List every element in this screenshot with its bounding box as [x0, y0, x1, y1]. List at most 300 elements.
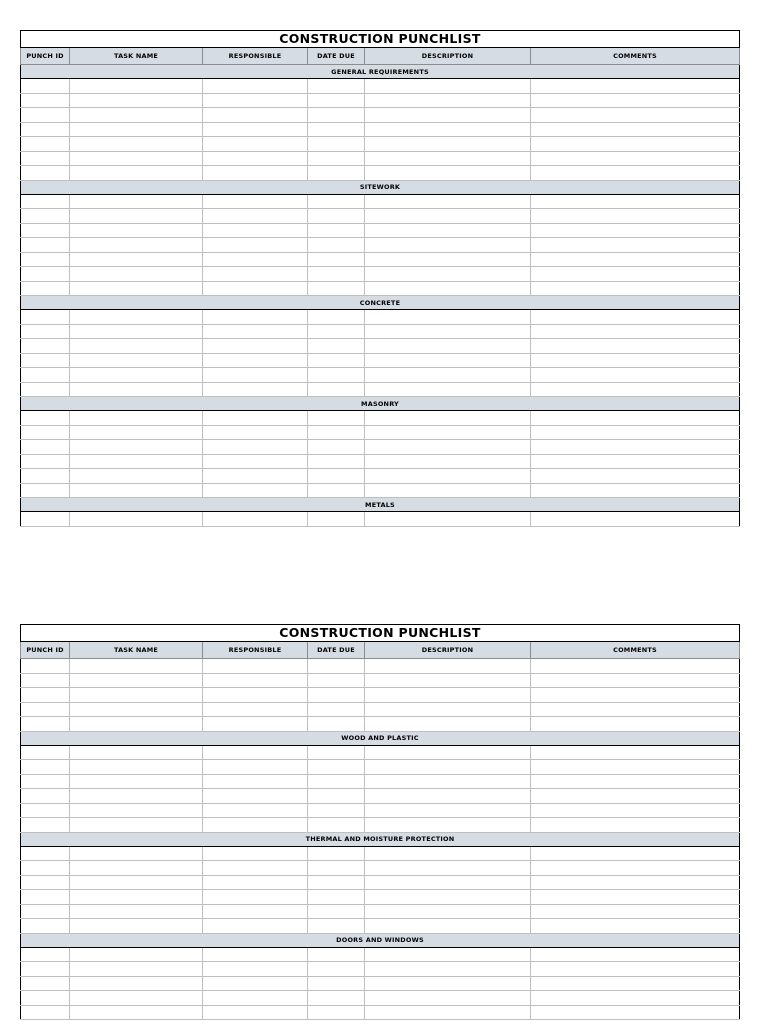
table-cell[interactable]	[531, 151, 740, 166]
table-cell[interactable]	[21, 717, 70, 732]
table-cell[interactable]	[203, 1005, 308, 1020]
table-cell[interactable]	[308, 122, 365, 137]
table-cell[interactable]	[70, 454, 203, 469]
table-cell[interactable]	[70, 659, 203, 674]
table-cell[interactable]	[531, 875, 740, 890]
table-cell[interactable]	[70, 440, 203, 455]
table-cell[interactable]	[21, 659, 70, 674]
table-cell[interactable]	[70, 368, 203, 383]
table-cell[interactable]	[21, 846, 70, 861]
table-cell[interactable]	[365, 919, 531, 934]
table-cell[interactable]	[365, 223, 531, 238]
table-cell[interactable]	[21, 789, 70, 804]
table-cell[interactable]	[308, 861, 365, 876]
table-cell[interactable]	[531, 368, 740, 383]
table-cell[interactable]	[21, 238, 70, 253]
table-cell[interactable]	[21, 890, 70, 905]
table-cell[interactable]	[203, 137, 308, 152]
table-cell[interactable]	[70, 745, 203, 760]
table-cell[interactable]	[70, 353, 203, 368]
table-cell[interactable]	[203, 382, 308, 397]
table-cell[interactable]	[531, 93, 740, 108]
table-cell[interactable]	[365, 238, 531, 253]
table-cell[interactable]	[21, 512, 70, 527]
table-cell[interactable]	[203, 717, 308, 732]
table-cell[interactable]	[308, 223, 365, 238]
table-cell[interactable]	[70, 93, 203, 108]
column-header: TASK NAME	[70, 48, 203, 65]
table-cell[interactable]	[531, 252, 740, 267]
table-cell[interactable]	[531, 976, 740, 991]
table-cell[interactable]	[21, 252, 70, 267]
table-cell[interactable]	[531, 223, 740, 238]
table-cell[interactable]	[308, 454, 365, 469]
table-cell[interactable]	[308, 339, 365, 354]
table-cell[interactable]	[308, 440, 365, 455]
table-cell[interactable]	[70, 1005, 203, 1020]
table-cell[interactable]	[531, 919, 740, 934]
table-cell[interactable]	[203, 991, 308, 1006]
table-cell[interactable]	[365, 1005, 531, 1020]
table-cell[interactable]	[531, 688, 740, 703]
table-cell[interactable]	[70, 238, 203, 253]
table-cell[interactable]	[365, 688, 531, 703]
table-cell[interactable]	[531, 846, 740, 861]
table-cell[interactable]	[21, 760, 70, 775]
table-cell[interactable]	[531, 861, 740, 876]
table-cell[interactable]	[531, 469, 740, 484]
table-cell[interactable]	[70, 991, 203, 1006]
table-cell[interactable]	[21, 151, 70, 166]
table-cell[interactable]	[70, 281, 203, 296]
table-cell[interactable]	[308, 789, 365, 804]
table-cell[interactable]	[70, 702, 203, 717]
table-cell[interactable]	[308, 411, 365, 426]
table-cell[interactable]	[531, 904, 740, 919]
table-cell[interactable]	[70, 252, 203, 267]
table-cell[interactable]	[531, 717, 740, 732]
table-cell[interactable]	[203, 223, 308, 238]
table-cell[interactable]	[203, 774, 308, 789]
table-cell[interactable]	[203, 281, 308, 296]
table-cell[interactable]	[365, 79, 531, 94]
table-cell[interactable]	[21, 991, 70, 1006]
table-cell[interactable]	[308, 846, 365, 861]
table-cell[interactable]	[308, 93, 365, 108]
table-cell[interactable]	[21, 310, 70, 325]
table-cell[interactable]	[531, 454, 740, 469]
table-cell[interactable]	[365, 353, 531, 368]
table-cell[interactable]	[365, 425, 531, 440]
table-cell[interactable]	[70, 846, 203, 861]
table-cell[interactable]	[203, 93, 308, 108]
table-cell[interactable]	[531, 324, 740, 339]
table-cell[interactable]	[21, 166, 70, 181]
table-cell[interactable]	[70, 483, 203, 498]
table-cell[interactable]	[203, 659, 308, 674]
table-cell[interactable]	[21, 281, 70, 296]
table-cell[interactable]	[531, 947, 740, 962]
table-cell[interactable]	[365, 209, 531, 224]
table-cell[interactable]	[70, 803, 203, 818]
table-cell[interactable]	[70, 890, 203, 905]
table-cell[interactable]	[21, 818, 70, 833]
table-cell[interactable]	[531, 411, 740, 426]
table-cell[interactable]	[203, 745, 308, 760]
table-cell[interactable]	[70, 108, 203, 123]
table-cell[interactable]	[365, 469, 531, 484]
table-cell[interactable]	[531, 166, 740, 181]
table-cell[interactable]	[308, 238, 365, 253]
table-cell[interactable]	[365, 673, 531, 688]
table-cell[interactable]	[531, 803, 740, 818]
table-cell[interactable]	[203, 919, 308, 934]
table-cell[interactable]	[308, 108, 365, 123]
table-cell[interactable]	[203, 962, 308, 977]
table-cell[interactable]	[70, 223, 203, 238]
table-cell[interactable]	[531, 1005, 740, 1020]
table-cell[interactable]	[21, 861, 70, 876]
table-cell[interactable]	[531, 991, 740, 1006]
table-cell[interactable]	[203, 861, 308, 876]
table-cell[interactable]	[21, 702, 70, 717]
table-cell[interactable]	[203, 209, 308, 224]
table-cell[interactable]	[70, 339, 203, 354]
table-cell[interactable]	[308, 803, 365, 818]
table-cell[interactable]	[365, 789, 531, 804]
table-cell[interactable]	[365, 962, 531, 977]
table-cell[interactable]	[70, 166, 203, 181]
table-cell[interactable]	[365, 659, 531, 674]
table-cell[interactable]	[365, 818, 531, 833]
table-cell[interactable]	[203, 688, 308, 703]
table-cell[interactable]	[531, 760, 740, 775]
table-cell[interactable]	[308, 947, 365, 962]
table-cell[interactable]	[70, 774, 203, 789]
table-cell[interactable]	[365, 760, 531, 775]
table-cell[interactable]	[365, 483, 531, 498]
table-cell[interactable]	[365, 411, 531, 426]
table-cell[interactable]	[70, 904, 203, 919]
table-cell[interactable]	[365, 702, 531, 717]
table-cell[interactable]	[365, 252, 531, 267]
table-cell[interactable]	[203, 166, 308, 181]
table-cell[interactable]	[70, 861, 203, 876]
table-cell[interactable]	[203, 890, 308, 905]
table-cell[interactable]	[365, 745, 531, 760]
table-cell[interactable]	[531, 267, 740, 282]
table-cell[interactable]	[531, 353, 740, 368]
table-row	[21, 846, 740, 861]
table-cell[interactable]	[21, 673, 70, 688]
table-cell[interactable]	[21, 962, 70, 977]
table-cell[interactable]	[308, 659, 365, 674]
table-cell[interactable]	[308, 976, 365, 991]
table-row	[21, 469, 740, 484]
table-cell[interactable]	[203, 875, 308, 890]
table-cell[interactable]	[70, 976, 203, 991]
table-cell[interactable]	[531, 382, 740, 397]
table-cell[interactable]	[203, 846, 308, 861]
table-cell[interactable]	[365, 875, 531, 890]
table-cell[interactable]	[21, 803, 70, 818]
table-cell[interactable]	[365, 846, 531, 861]
table-cell[interactable]	[70, 79, 203, 94]
table-cell[interactable]	[531, 818, 740, 833]
table-cell[interactable]	[21, 411, 70, 426]
table-cell[interactable]	[531, 673, 740, 688]
table-cell[interactable]	[365, 904, 531, 919]
table-cell[interactable]	[203, 904, 308, 919]
table-cell[interactable]	[365, 122, 531, 137]
table-cell[interactable]	[21, 976, 70, 991]
table-cell[interactable]	[70, 947, 203, 962]
table-cell[interactable]	[21, 209, 70, 224]
table-cell[interactable]	[365, 267, 531, 282]
table-cell[interactable]	[365, 947, 531, 962]
table-cell[interactable]	[203, 238, 308, 253]
table-cell[interactable]	[308, 483, 365, 498]
table-cell[interactable]	[203, 194, 308, 209]
table-cell[interactable]	[531, 702, 740, 717]
table-cell[interactable]	[365, 976, 531, 991]
table-cell[interactable]	[21, 108, 70, 123]
table-row	[21, 976, 740, 991]
table-cell[interactable]	[365, 108, 531, 123]
table-cell[interactable]	[21, 1005, 70, 1020]
table-cell[interactable]	[365, 382, 531, 397]
table-cell[interactable]	[70, 267, 203, 282]
table-cell[interactable]	[308, 209, 365, 224]
table-cell[interactable]	[70, 760, 203, 775]
table-cell[interactable]	[70, 919, 203, 934]
table-cell[interactable]	[365, 310, 531, 325]
table-cell[interactable]	[203, 252, 308, 267]
table-cell[interactable]	[21, 440, 70, 455]
table-cell[interactable]	[203, 353, 308, 368]
table-cell[interactable]	[203, 673, 308, 688]
table-cell[interactable]	[308, 425, 365, 440]
table-cell[interactable]	[203, 108, 308, 123]
table-cell[interactable]	[531, 659, 740, 674]
table-cell[interactable]	[308, 368, 365, 383]
table-cell[interactable]	[365, 440, 531, 455]
table-cell[interactable]	[531, 425, 740, 440]
table-cell[interactable]	[21, 875, 70, 890]
table-cell[interactable]	[531, 194, 740, 209]
table-cell[interactable]	[308, 310, 365, 325]
table-row	[21, 194, 740, 209]
table-cell[interactable]	[203, 483, 308, 498]
table-cell[interactable]	[203, 151, 308, 166]
table-cell[interactable]	[531, 108, 740, 123]
table-cell[interactable]	[203, 310, 308, 325]
table-cell[interactable]	[203, 122, 308, 137]
table-cell[interactable]	[308, 717, 365, 732]
table-cell[interactable]	[308, 760, 365, 775]
table-cell[interactable]	[70, 673, 203, 688]
table-cell[interactable]	[203, 454, 308, 469]
table-cell[interactable]	[308, 673, 365, 688]
table-cell[interactable]	[365, 339, 531, 354]
table-cell[interactable]	[21, 267, 70, 282]
table-cell[interactable]	[70, 209, 203, 224]
table-cell[interactable]	[365, 281, 531, 296]
table-cell[interactable]	[203, 368, 308, 383]
table-cell[interactable]	[308, 745, 365, 760]
table-cell[interactable]	[21, 223, 70, 238]
table-cell[interactable]	[203, 79, 308, 94]
table-cell[interactable]	[203, 803, 308, 818]
table-cell[interactable]	[308, 702, 365, 717]
table-cell[interactable]	[203, 339, 308, 354]
table-cell[interactable]	[70, 789, 203, 804]
table-cell[interactable]	[203, 411, 308, 426]
table-cell[interactable]	[365, 93, 531, 108]
table-cell[interactable]	[308, 962, 365, 977]
table-cell[interactable]	[70, 122, 203, 137]
table-cell[interactable]	[21, 122, 70, 137]
table-cell[interactable]	[21, 919, 70, 934]
table-cell[interactable]	[308, 919, 365, 934]
table-cell[interactable]	[21, 194, 70, 209]
table-cell[interactable]	[203, 789, 308, 804]
table-cell[interactable]	[70, 469, 203, 484]
table-cell[interactable]	[203, 440, 308, 455]
table-cell[interactable]	[203, 425, 308, 440]
table-cell[interactable]	[203, 976, 308, 991]
table-cell[interactable]	[70, 875, 203, 890]
table-cell[interactable]	[365, 991, 531, 1006]
table-cell[interactable]	[308, 688, 365, 703]
table-cell[interactable]	[365, 803, 531, 818]
table-cell[interactable]	[365, 194, 531, 209]
table-cell[interactable]	[308, 353, 365, 368]
table-cell[interactable]	[365, 890, 531, 905]
table-cell[interactable]	[308, 267, 365, 282]
table-cell[interactable]	[365, 137, 531, 152]
table-cell[interactable]	[70, 382, 203, 397]
table-cell[interactable]	[308, 137, 365, 152]
table-cell[interactable]	[531, 79, 740, 94]
table-cell[interactable]	[21, 469, 70, 484]
table-cell[interactable]	[21, 688, 70, 703]
table-cell[interactable]	[21, 324, 70, 339]
table-cell[interactable]	[70, 324, 203, 339]
table-cell[interactable]	[21, 745, 70, 760]
table-cell[interactable]	[70, 425, 203, 440]
table-cell[interactable]	[365, 861, 531, 876]
table-cell[interactable]	[70, 512, 203, 527]
table-cell[interactable]	[308, 890, 365, 905]
table-cell[interactable]	[365, 324, 531, 339]
table-cell[interactable]	[203, 469, 308, 484]
table-cell[interactable]	[70, 137, 203, 152]
table-cell[interactable]	[531, 483, 740, 498]
table-cell[interactable]	[70, 717, 203, 732]
table-cell[interactable]	[308, 252, 365, 267]
table-cell[interactable]	[70, 818, 203, 833]
table-cell[interactable]	[531, 209, 740, 224]
table-cell[interactable]	[531, 137, 740, 152]
table-cell[interactable]	[308, 194, 365, 209]
table-cell[interactable]	[308, 469, 365, 484]
table-cell[interactable]	[70, 411, 203, 426]
table-cell[interactable]	[308, 991, 365, 1006]
table-cell[interactable]	[308, 151, 365, 166]
table-cell[interactable]	[308, 875, 365, 890]
table-cell[interactable]	[531, 238, 740, 253]
table-cell[interactable]	[308, 774, 365, 789]
table-cell[interactable]	[308, 818, 365, 833]
table-cell[interactable]	[21, 947, 70, 962]
table-cell[interactable]	[308, 512, 365, 527]
table-cell[interactable]	[308, 166, 365, 181]
table-cell[interactable]	[203, 324, 308, 339]
table-cell[interactable]	[203, 702, 308, 717]
table-cell[interactable]	[365, 368, 531, 383]
table-cell[interactable]	[365, 454, 531, 469]
table-cell[interactable]	[531, 339, 740, 354]
table-cell[interactable]	[21, 382, 70, 397]
table-cell[interactable]	[365, 151, 531, 166]
table-cell[interactable]	[531, 774, 740, 789]
table-cell[interactable]	[308, 1005, 365, 1020]
table-cell[interactable]	[531, 512, 740, 527]
table-cell[interactable]	[531, 310, 740, 325]
table-cell[interactable]	[203, 512, 308, 527]
table-cell[interactable]	[531, 962, 740, 977]
table-cell[interactable]	[21, 904, 70, 919]
table-row	[21, 904, 740, 919]
table-cell[interactable]	[308, 324, 365, 339]
table-cell[interactable]	[21, 79, 70, 94]
table-cell[interactable]	[365, 774, 531, 789]
table-cell[interactable]	[70, 310, 203, 325]
table-cell[interactable]	[21, 454, 70, 469]
table-cell[interactable]	[70, 151, 203, 166]
table-cell[interactable]	[203, 760, 308, 775]
table-cell[interactable]	[70, 194, 203, 209]
table-cell[interactable]	[21, 353, 70, 368]
table-cell[interactable]	[21, 93, 70, 108]
table-cell[interactable]	[531, 745, 740, 760]
table-cell[interactable]	[531, 122, 740, 137]
table-cell[interactable]	[21, 368, 70, 383]
table-cell[interactable]	[70, 688, 203, 703]
table-cell[interactable]	[308, 281, 365, 296]
table-cell[interactable]	[21, 774, 70, 789]
table-cell[interactable]	[21, 425, 70, 440]
table-cell[interactable]	[308, 904, 365, 919]
table-cell[interactable]	[70, 962, 203, 977]
table-cell[interactable]	[365, 512, 531, 527]
table-cell[interactable]	[531, 281, 740, 296]
table-cell[interactable]	[203, 947, 308, 962]
table-cell[interactable]	[21, 137, 70, 152]
table-cell[interactable]	[21, 339, 70, 354]
table-cell[interactable]	[308, 382, 365, 397]
table-cell[interactable]	[365, 166, 531, 181]
table-cell[interactable]	[203, 267, 308, 282]
table-cell[interactable]	[308, 79, 365, 94]
table-cell[interactable]	[531, 440, 740, 455]
table-cell[interactable]	[365, 717, 531, 732]
table-cell[interactable]	[203, 818, 308, 833]
table-cell[interactable]	[531, 890, 740, 905]
table-cell[interactable]	[531, 789, 740, 804]
table-cell[interactable]	[21, 483, 70, 498]
